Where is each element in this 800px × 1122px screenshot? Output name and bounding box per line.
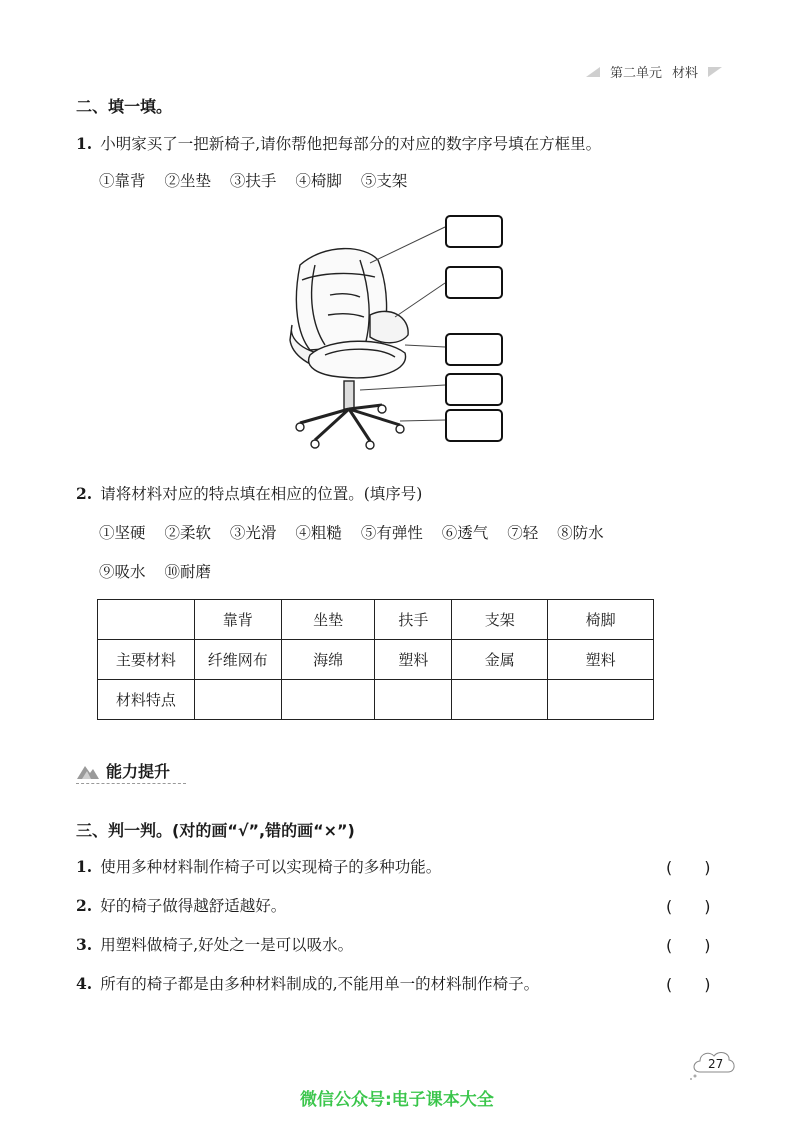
- feature-option: ⑦轻: [507, 524, 539, 542]
- answer-paren[interactable]: ( ): [666, 936, 711, 955]
- table-answer-cell[interactable]: [375, 680, 452, 720]
- feature-option: ③光滑: [229, 524, 277, 542]
- question-2-options-row-1: [99, 521, 618, 543]
- section-3-title: 三、判一判。(对的画“√”,错的画“×”): [76, 821, 355, 840]
- feature-option: ④粗糙: [295, 524, 342, 542]
- ability-heading: [76, 759, 170, 782]
- table-header-row: [98, 600, 654, 640]
- judge-item-1: [76, 855, 441, 877]
- judge-item-number: 1.: [76, 857, 93, 876]
- question-2-options-row-2: [99, 560, 225, 582]
- header-left-triangle: [586, 67, 600, 77]
- judge-item-text: 使用多种材料制作椅子可以实现椅子的多种功能。: [100, 858, 442, 876]
- table-cell: 塑料: [548, 640, 654, 680]
- header-unit: 第二单元: [609, 66, 662, 81]
- header-topic: 材料: [671, 66, 698, 81]
- table-header-cell: 支架: [452, 600, 548, 640]
- feature-option: ⑨吸水: [99, 563, 146, 581]
- table-cell: 金属: [452, 640, 548, 680]
- table-answer-cell[interactable]: [452, 680, 548, 720]
- answer-box-backrest[interactable]: [445, 215, 503, 248]
- table-header-cell: 扶手: [375, 600, 452, 640]
- option-chair-leg: ④椅脚: [295, 172, 342, 190]
- table-row-material: [98, 640, 654, 680]
- material-table: [97, 599, 654, 720]
- judge-item-4: [76, 972, 539, 994]
- table-header-cell: 坐垫: [281, 600, 375, 640]
- section-2-title: 二、填一填。: [76, 97, 173, 116]
- question-2: [76, 482, 422, 504]
- option-backrest: ①靠背: [99, 172, 146, 190]
- table-cell: 纤维网布: [194, 640, 281, 680]
- option-armrest: ③扶手: [229, 172, 277, 190]
- table-cell: [98, 600, 195, 640]
- judge-item-text: 所有的椅子都是由多种材料制成的,不能用单一的材料制作椅子。: [100, 975, 540, 993]
- question-2-text: 请将材料对应的特点填在相应的位置。(填序号): [100, 485, 423, 503]
- answer-paren[interactable]: ( ): [666, 858, 711, 877]
- table-row-label: 主要材料: [98, 640, 195, 680]
- judge-item-text: 用塑料做椅子,好处之一是可以吸水。: [100, 936, 354, 954]
- answer-box-support[interactable]: [445, 373, 503, 406]
- table-answer-cell[interactable]: [548, 680, 654, 720]
- question-1-number: 1.: [76, 134, 93, 153]
- feature-option: ⑩耐磨: [164, 563, 211, 581]
- table-answer-cell[interactable]: [281, 680, 375, 720]
- running-header: [586, 62, 722, 81]
- question-2-number: 2.: [76, 484, 93, 503]
- header-right-triangle: [708, 67, 722, 77]
- ability-title: 能力提升: [106, 762, 171, 781]
- judge-item-number: 4.: [76, 974, 93, 993]
- judge-item-number: 3.: [76, 935, 93, 954]
- table-header-cell: 椅脚: [548, 600, 654, 640]
- judge-item-number: 2.: [76, 896, 93, 915]
- table-row-feature: [98, 680, 654, 720]
- feature-option: ①坚硬: [99, 524, 146, 542]
- option-support: ⑤支架: [360, 172, 408, 190]
- ability-underline: [76, 783, 186, 784]
- judge-item-text: 好的椅子做得越舒适越好。: [100, 897, 287, 915]
- table-header-cell: 靠背: [194, 600, 281, 640]
- answer-box-chair-leg[interactable]: [445, 409, 503, 442]
- table-row-label: 材料特点: [98, 680, 195, 720]
- footer-watermark: 微信公众号:电子课本大全: [300, 1090, 494, 1110]
- table-cell: 塑料: [375, 640, 452, 680]
- feature-option: ⑧防水: [557, 524, 604, 542]
- question-1-options: [99, 169, 421, 191]
- table-cell: 海绵: [281, 640, 375, 680]
- mountain-icon: [76, 762, 100, 780]
- judge-item-3: [76, 933, 353, 955]
- answer-box-armrest[interactable]: [445, 266, 503, 299]
- feature-option: ⑤有弹性: [360, 524, 423, 542]
- feature-option: ⑥透气: [441, 524, 489, 542]
- answer-paren[interactable]: ( ): [666, 897, 711, 916]
- page-number: 27: [708, 1057, 724, 1071]
- answer-box-cushion[interactable]: [445, 333, 503, 366]
- judge-item-2: [76, 894, 286, 916]
- answer-paren[interactable]: ( ): [666, 975, 711, 994]
- question-1-text: 小明家买了一把新椅子,请你帮他把每部分的对应的数字序号填在方框里。: [100, 135, 602, 153]
- table-answer-cell[interactable]: [194, 680, 281, 720]
- option-cushion: ②坐垫: [164, 172, 211, 190]
- feature-option: ②柔软: [164, 524, 211, 542]
- question-1: [76, 132, 601, 154]
